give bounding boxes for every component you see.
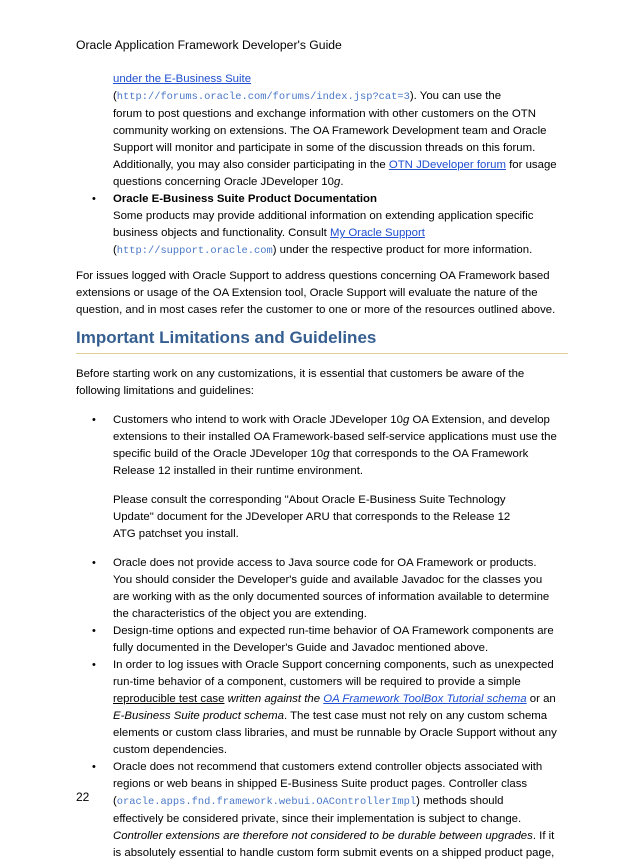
controller-class-name: oracle.apps.fnd.framework.webui.OAControllerImpl <box>116 796 417 808</box>
toolbox-tutorial-schema-link[interactable]: OA Framework ToolBox Tutorial schema <box>323 693 527 705</box>
issues-paragraph: For issues logged with Oracle Support to address questions concerning OA Framework based extensions or usage of the OA Extension tool, Oracle Support will evaluate the nature of the question, and in most cases refer the customer to one or more of the resources outlined above. <box>76 270 556 316</box>
bullet-title: Oracle E-Business Suite Product Documentation <box>113 193 377 205</box>
guideline-bullet-jdeveloper-build: • Customers who intend to work with Oracle JDeveloper 10g OA Extension, and develop extensions to their installed OA Framework-based self-service applications must use the specific build of the Oracle JDeveloper 10g that corresponds to the OA Framework Release 12 installed in their runtime environment. Please consult the corresponding "About Oracle E-Business Suite Technology Update" document for the JDeveloper ARU that corresponds to the Release 12 ATG patchset you install. <box>92 414 557 540</box>
forum-info-block: under the E-Business Suite (http://forums.oracle.com/forums/index.jsp?cat=3). You can use the forum to post questions and exchange information with other customers on the OTN community working on extensions. The OA Framework Development team and Oracle Support will monitor and participate in some of the discussion threads on this forum. Additionally, you may also consider participating in the OTN JDeveloper forum for usage questions concerning Oracle JDeveloper 10g. <box>113 73 557 188</box>
guideline-bullet-controller-extensions: • Oracle does not recommend that customers extend controller objects associated with regions or web beans in shipped E-Business Suite product pages. Controller class (oracle.apps.fnd.framework.webui.OAControllerImpl) methods should effectively be considered private, since their implementation is subject to change. Controller extensions are therefore not considered to be durable between upgrades. If it is absolutely essential to handle custom form submit events on a shipped product page, <box>92 761 555 859</box>
bullet-icon: • <box>92 414 96 426</box>
forum-url[interactable]: http://forums.oracle.com/forums/index.jsp?cat=3 <box>116 91 410 103</box>
bullet-icon: • <box>92 659 96 671</box>
bullet-icon: • <box>92 193 96 205</box>
ebs-forum-link[interactable]: under the E-Business Suite <box>113 73 252 85</box>
otn-jdeveloper-forum-link[interactable]: OTN JDeveloper forum <box>388 159 506 171</box>
guideline-bullet-oracle-support: • In order to log issues with Oracle Support concerning components, such as unexpected run-time behavior of a component, customers will be required to provide a simple reproducible test case written against the OA Framework ToolBox Tutorial schema or an E-Business Suite product schema. The test case must not rely on any custom schema elements or custom class libraries, and must be runnable by Oracle Support without any custom dependencies. <box>92 659 557 756</box>
bullet-icon: • <box>92 761 96 773</box>
document-body <box>76 71 568 862</box>
page-header-title: Oracle Application Framework Developer's Guide <box>76 38 342 52</box>
guideline-bullet-java-source: • Oracle does not provide access to Java source code for OA Framework or products. You should consider the Developer's guide and available Javadoc for the classes you are working with as the only documented sources of information available to determine the characteristics of the object you are extending. <box>92 557 550 620</box>
bullet-icon: • <box>92 557 96 569</box>
product-documentation-bullet: • Oracle E-Business Suite Product Documentation Some products may provide additional information on extending application specific business objects and functionality. Consult My Oracle Support (http://support.oracle.com) under the respective product for more information. <box>76 191 568 260</box>
bullet-icon: • <box>92 625 96 637</box>
guideline-bullet-design-time: • Design-time options and expected run-time behavior of OA Framework components are fully documented in the Developer's Guide and Javadoc mentioned above. <box>92 625 554 654</box>
support-url[interactable]: http://support.oracle.com <box>116 245 273 257</box>
page-number: 22 <box>76 790 90 804</box>
reproducible-test-case-link[interactable]: reproducible test case <box>113 693 225 705</box>
section-intro: Before starting work on any customizations, it is essential that customers be aware of the following limitations and guidelines: <box>76 368 525 397</box>
my-oracle-support-link[interactable]: My Oracle Support <box>329 227 425 239</box>
section-heading: Important Limitations and Guidelines <box>76 325 568 354</box>
